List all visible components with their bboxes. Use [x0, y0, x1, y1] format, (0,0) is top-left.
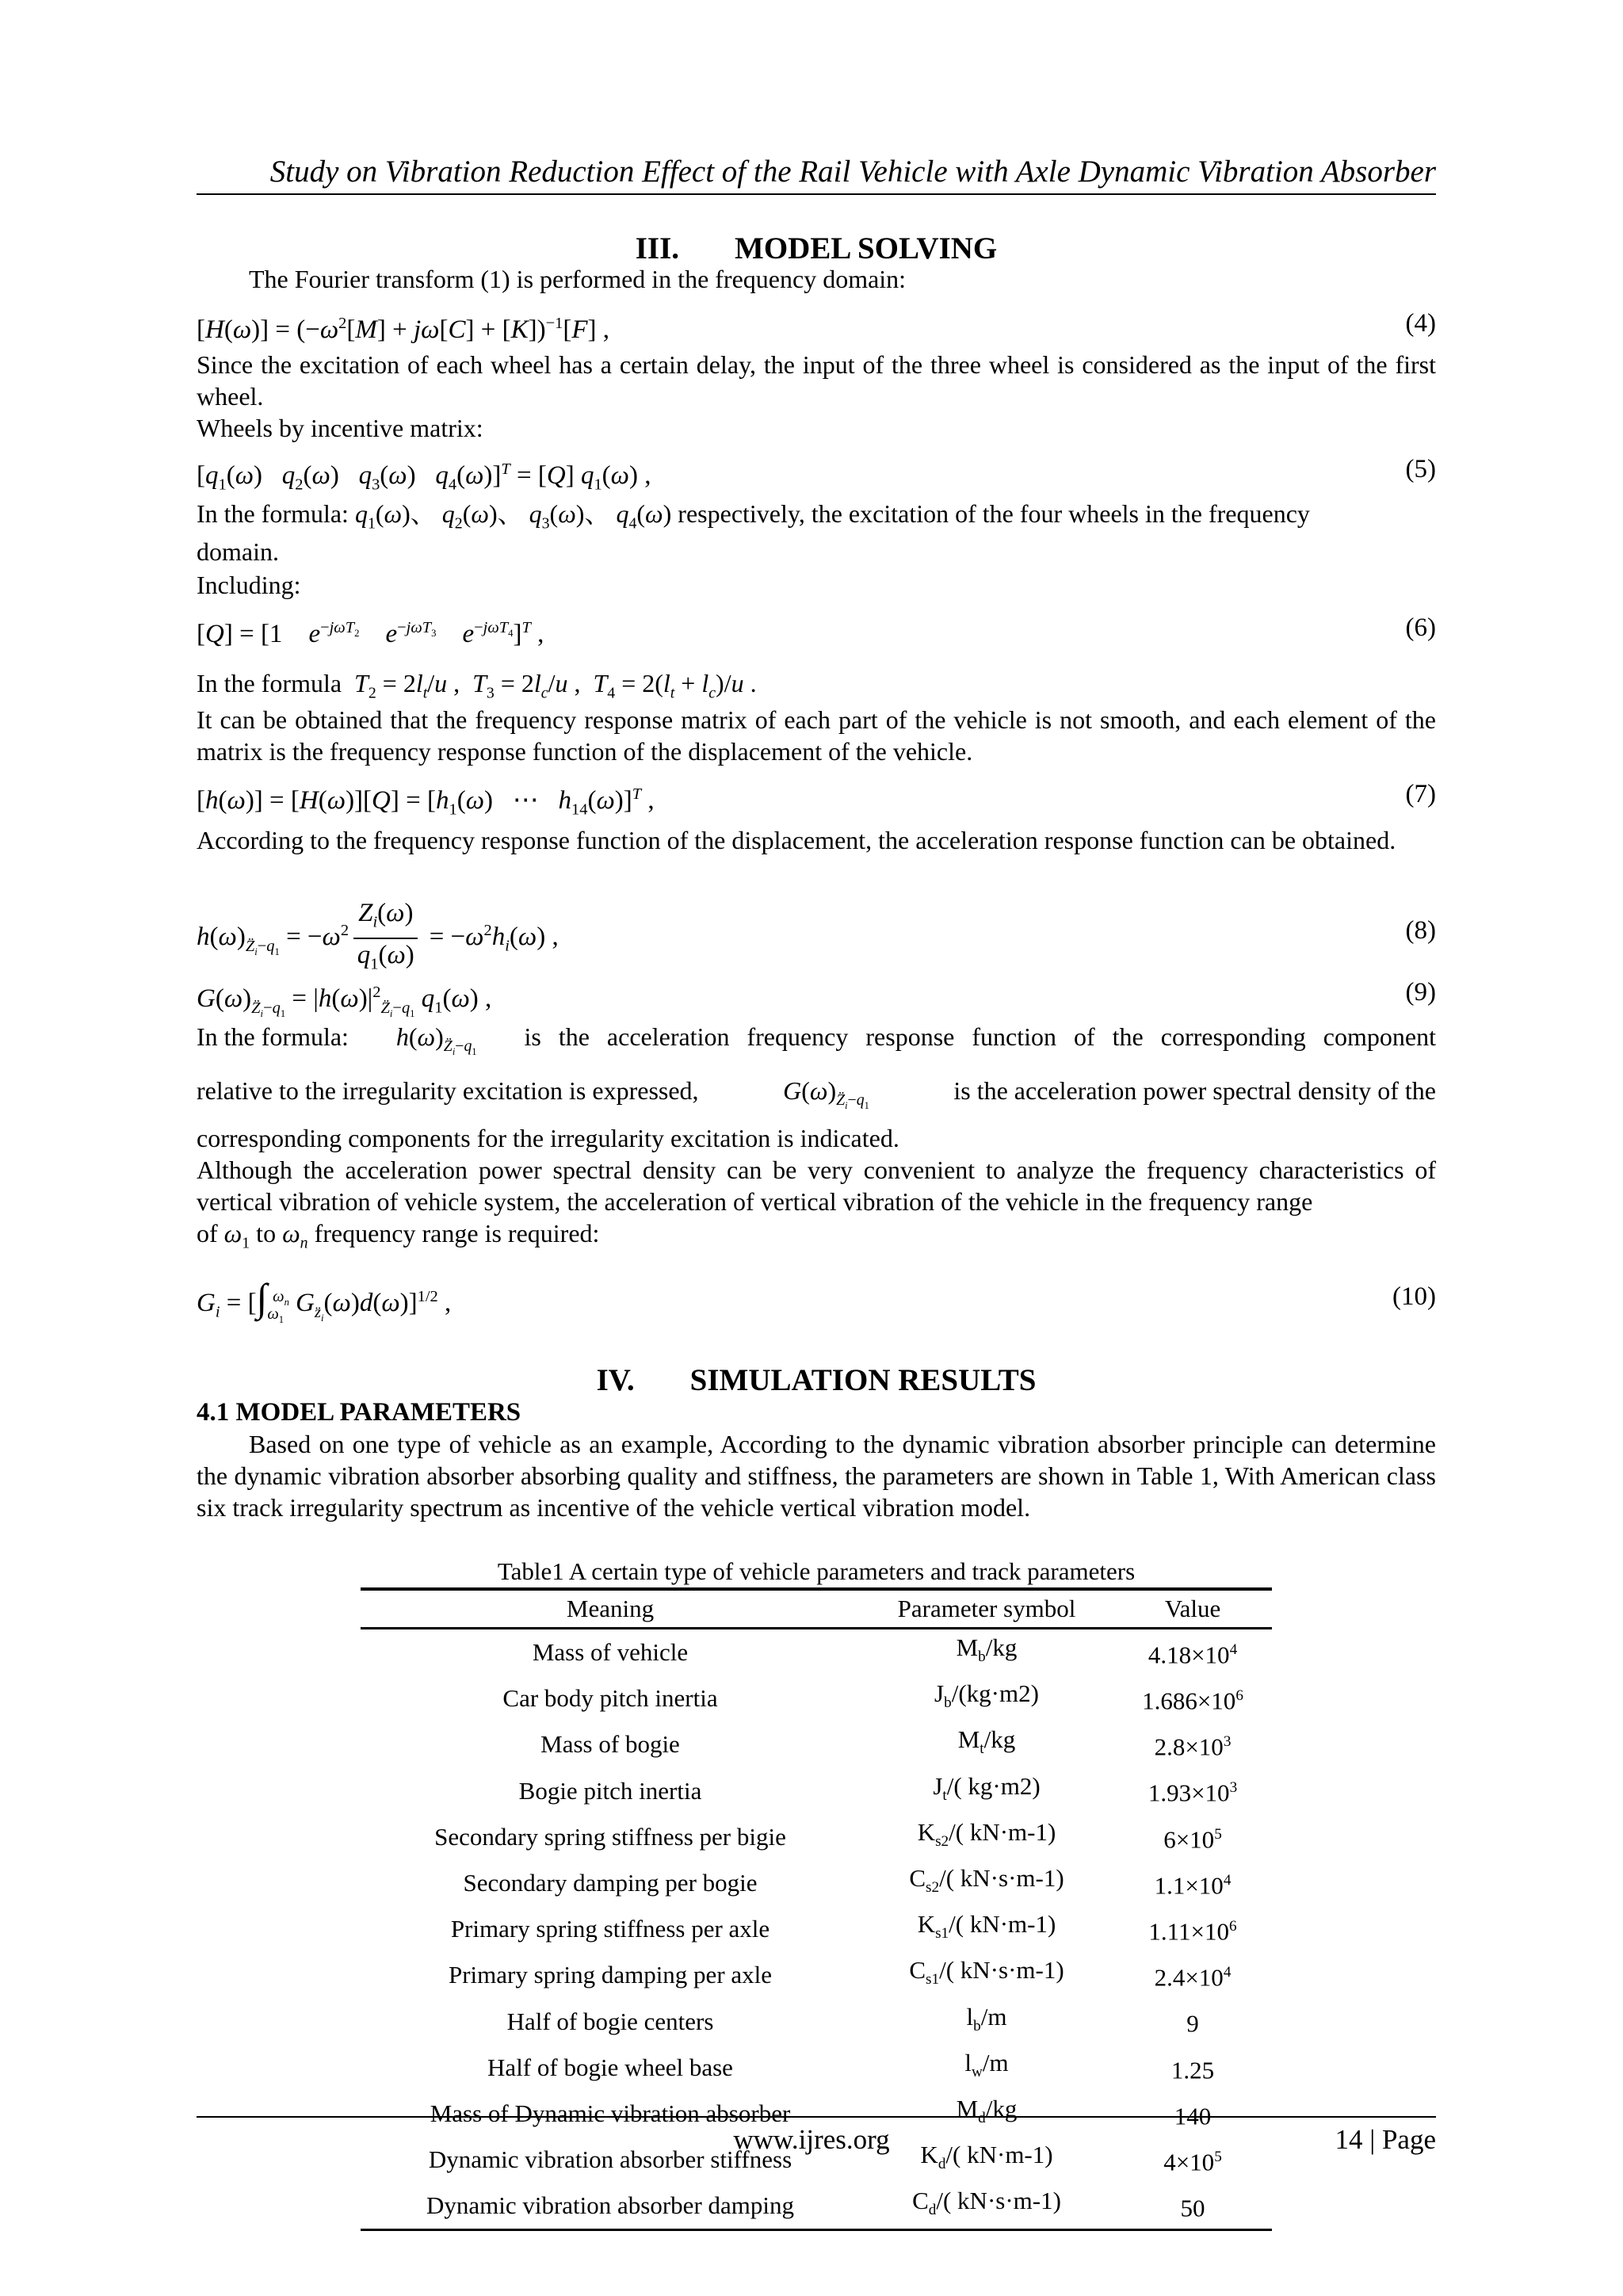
symbol-subscript: d [928, 2202, 937, 2219]
paragraph-formula-5: In the formula: $q_1(\omega)$、 $q_2(\omega)$、 $q_3(\omega)$、 $q_4(\omega)$ respectively, the excitation of the four wheels in the frequency [197, 499, 1310, 533]
symbol-unit: /( kN·m-1) [949, 1910, 1056, 1939]
cell-meaning: Half of bogie wheel base [487, 2053, 733, 2081]
symbol-letter: M [957, 1725, 980, 1754]
value-mantissa: 50 [1180, 2194, 1205, 2222]
cell-symbol [860, 1768, 1113, 1814]
cell-meaning: Primary spring stiffness per axle [450, 1915, 770, 1943]
cell-value [1113, 1952, 1272, 1998]
running-header: Study on Vibration Reduction Effect of the Rail Vehicle with Axle Dynamic Vibration Absorber [269, 155, 1436, 189]
symbol-subscript: s2 [935, 1832, 949, 1850]
symbol-unit: /( kN·s·m-1) [936, 2187, 1061, 2215]
value-exponent: 4 [1229, 1641, 1238, 1658]
separator: 、 [410, 499, 436, 528]
table-row [361, 2183, 1272, 2230]
symbol-unit: /kg [983, 1725, 1016, 1754]
value-mantissa: 1.11×10 [1148, 1917, 1229, 1946]
symbol-unit: /( kN·s·m-1) [939, 1956, 1064, 1985]
symbol-subscript: d [978, 2110, 986, 2127]
value-mantissa: 1.686×10 [1142, 1687, 1236, 1715]
symbol-unit: /( kN·m-1) [949, 1817, 1056, 1846]
value-mantissa: 4.18×10 [1148, 1641, 1230, 1669]
table-row [361, 1952, 1272, 1998]
table-caption: Table1 A certain type of vehicle parameters and track parameters [497, 1557, 1136, 1585]
value-exponent: 6 [1228, 1918, 1237, 1935]
equation-8-expression: $h(\omega)_{Z̈_i-q_1} = -\omega^2$ $\frac{Z_i(\omega)}{q_1(\omega)}$ = $-\omega^2h_i(\omega)$ , [197, 898, 559, 974]
cell-symbol [860, 1675, 1113, 1721]
cell-meaning: Half of bogie centers [506, 2007, 714, 2035]
symbol-subscript: s1 [935, 1925, 949, 1943]
cell-meaning: Primary spring damping per axle [448, 1961, 773, 1989]
symbol-subscript: d [938, 2156, 946, 2173]
paragraph-parameters: Based on one type of vehicle as an example, According to the dynamic vibration absorber principle can determine the dynamic vibration absorber absorbing quality and stiffness, the parameters are shown in Table 1, With American class six track irregularity spectrum as incentive of the vehicle vertical vibration model. [197, 1430, 1436, 1522]
cell-value [1113, 1860, 1272, 1906]
equation-number: (8) [1405, 916, 1436, 945]
section-title-text: SIMULATION RESULTS [689, 1363, 1037, 1397]
equation-number: (9) [1405, 978, 1436, 1007]
cell-meaning: Car body pitch inertia [502, 1684, 718, 1713]
section-heading-model-solving [197, 231, 1436, 266]
equation-9 [197, 968, 1436, 1019]
paragraph-excitation: Since the excitation of each wheel has a certain delay, the input of the three wheel is considered as the input of the first wheel. [197, 350, 1436, 411]
value-mantissa: 1.25 [1170, 2055, 1215, 2084]
text: relative to the irregularity excitation is expressed, [197, 1076, 699, 1105]
symbol-subscript: t [942, 1786, 947, 1804]
separator: 、 [584, 499, 610, 528]
column-header-meaning: Meaning [361, 1589, 860, 1629]
footer-site: www.ijres.org [733, 2124, 890, 2155]
cell-symbol [860, 1860, 1113, 1906]
section-number: IV. [596, 1363, 635, 1397]
header-rule [197, 193, 1436, 195]
text: frequency range is required: [314, 1219, 600, 1247]
equation-8 [197, 892, 1436, 974]
symbol-subscript: s2 [926, 1879, 940, 1897]
text: to [256, 1219, 277, 1247]
equation-10-expression: $G_i = [\int_{\omega_1}^{\omega_n}$ $G_{z̈_i}(\omega)d(\omega)]^{1/2}$ , [197, 1275, 452, 1326]
symbol-subscript: s1 [926, 1971, 940, 1988]
cell-value [1113, 1675, 1272, 1721]
text: In the formula: [197, 499, 349, 528]
symbol-letter: K [920, 2141, 938, 2169]
cell-meaning: Bogie pitch inertia [518, 1776, 702, 1805]
table-row [361, 1768, 1272, 1814]
cell-meaning: Mass of bogie [540, 1730, 680, 1759]
value-exponent: 5 [1214, 2148, 1222, 2165]
value-exponent: 5 [1214, 1825, 1222, 1843]
symbol-unit: /m [982, 2048, 1009, 2076]
paragraph-fourier: The Fourier transform (1) is performed in the frequency domain: [249, 265, 907, 293]
equation-10 [197, 1263, 1436, 1330]
paragraph-including: Including: [197, 571, 301, 599]
equation-5 [197, 445, 1436, 493]
subsection-heading-model-parameters: 4.1 MODEL PARAMETERS [197, 1398, 521, 1427]
symbol-unit: /(kg·m2) [951, 1679, 1039, 1708]
separator: 、 [497, 499, 523, 528]
symbol-letter: J [933, 1771, 943, 1800]
text: In the formula [197, 669, 342, 697]
cell-value [1113, 1906, 1272, 1952]
symbol-letter: l [964, 2048, 972, 2076]
equation-number: (6) [1405, 613, 1436, 642]
text: of [197, 1219, 218, 1247]
table-row [361, 1675, 1272, 1721]
paragraph-response-matrix: It can be obtained that the frequency response matrix of each part of the vehicle is not smooth, and each element of the matrix is the frequency response function of the displacement of the vehicle. [197, 705, 1436, 766]
cell-meaning: Dynamic vibration absorber damping [361, 2183, 860, 2230]
equation-number: (5) [1405, 455, 1436, 483]
cell-meaning: Mass of Dynamic vibration absorber [430, 2099, 791, 2127]
symbol-unit: /kg [985, 2094, 1018, 2122]
symbol-unit: /kg [985, 1633, 1018, 1661]
symbol-subscript: b [973, 2017, 981, 2034]
cell-symbol [860, 1906, 1113, 1952]
paragraph-psd: Although the acceleration power spectral density can be very convenient to analyze the frequency characteristics of vertical vibration of vehicle system, the acceleration of vertical vibration of the vehicle in the frequency range [197, 1156, 1436, 1216]
footer-page-number: 14 | Page [1335, 2124, 1436, 2155]
table-row [361, 1721, 1272, 1767]
cell-symbol [860, 1814, 1113, 1860]
table-row [361, 1860, 1272, 1906]
value-exponent: 6 [1235, 1687, 1243, 1705]
equation-7 [197, 770, 1436, 818]
equation-number: (4) [1405, 309, 1436, 338]
table-header-row [361, 1589, 1272, 1629]
symbol-letter: C [909, 1863, 926, 1892]
symbol-letter: C [909, 1956, 926, 1985]
table-row [361, 1814, 1272, 1860]
paragraph-formula-9-line-2: relative to the irregularity excitation is expressed, $G(\omega)_{Z̈_i-q_1}$ is the acceleration power spectral density of the [197, 1075, 1436, 1121]
symbol-letter: K [917, 1910, 936, 1939]
footer-rule [197, 2116, 1436, 2118]
cell-meaning: Secondary damping per bogie [463, 1869, 758, 1897]
cell-symbol [860, 1999, 1113, 2045]
paragraph-formula-9-line-1: In the formula: $h(\omega)_{Z̈_i-q_1}$ is the acceleration frequency response function of the corresponding component [197, 1021, 1436, 1068]
equation-9-expression: $G(\omega)_{Z̈_i-q_1} = |h(\omega)|^2_{Z̈_i-q_1}$ $q_1(\omega)$ , [197, 984, 492, 1019]
value-exponent: 3 [1223, 1733, 1232, 1751]
value-mantissa: 2.8×10 [1154, 1733, 1224, 1761]
equation-6 [197, 604, 1436, 651]
equation-number: (7) [1405, 780, 1436, 808]
equation-number: (10) [1392, 1282, 1436, 1311]
paragraph-psd-range: of $\omega_1$ to $\omega_n$ frequency range is required: [197, 1219, 600, 1252]
equation-6-expression: [Q] = [1 $e^{-j\omega T_2}$ $e^{-j\omega T_3}$ $e^{-j\omega T_4}]^T$ , [197, 619, 544, 648]
value-mantissa: 9 [1186, 2009, 1199, 2038]
cell-symbol [860, 2183, 1113, 2230]
equation-4 [197, 300, 1436, 347]
cell-symbol [860, 1629, 1113, 1676]
symbol-subscript: b [944, 1694, 952, 1712]
symbol-letter: M [956, 1633, 979, 1661]
symbol-letter: J [934, 1679, 945, 1708]
symbol-letter: K [917, 1817, 936, 1846]
text: is the acceleration frequency response function of the corresponding component [524, 1022, 1436, 1051]
cell-value [1113, 1999, 1272, 2045]
symbol-unit: /( kN·s·m-1) [939, 1863, 1064, 1892]
paragraph-domain: domain. [197, 537, 279, 566]
value-mantissa: 1.93×10 [1148, 1778, 1230, 1807]
symbol-unit: /( kg·m2) [946, 1771, 1041, 1800]
section-number: III. [635, 231, 680, 266]
text: respectively, the excitation of the four wheels in the frequency [678, 499, 1310, 528]
table-row [361, 1999, 1272, 2045]
value-mantissa: 2.4×10 [1154, 1963, 1224, 1992]
value-exponent: 4 [1223, 1964, 1232, 1981]
cell-value [1113, 1721, 1272, 1767]
table-row [361, 1629, 1272, 1676]
cell-value [1113, 1629, 1272, 1676]
value-mantissa: 1.1×10 [1154, 1871, 1224, 1900]
section-title-text: MODEL SOLVING [735, 231, 998, 266]
column-header-symbol: Parameter symbol [860, 1589, 1113, 1629]
value-exponent: 3 [1229, 1779, 1238, 1797]
symbol-letter: l [966, 2002, 974, 2030]
cell-value [1113, 2045, 1272, 2091]
column-header-value: Value [1113, 1589, 1272, 1629]
symbol-unit: /m [980, 2002, 1007, 2030]
paragraph-formula-9-line-3: corresponding components for the irregularity excitation is indicated. [197, 1124, 899, 1152]
value-mantissa: 140 [1174, 2102, 1212, 2130]
symbol-subscript: w [972, 2063, 983, 2080]
symbol-letter: C [912, 2187, 929, 2215]
section-heading-simulation-results [197, 1363, 1436, 1398]
paragraph-acceleration: According to the frequency response function of the displacement, the acceleration response function can be obtained. [197, 826, 1396, 854]
cell-symbol [860, 1721, 1113, 1767]
text: In the formula: [197, 1022, 349, 1051]
equation-5-expression: [$q_1(\omega)$ $q_2(\omega)$ $q_3(\omega) q_4(\omega)]^T = [Q]$ $q_1(\omega)$ , [197, 460, 651, 494]
equation-4-expression: $[H(\omega)] = (-\omega^2[M] + j\omega[C] + [K])^{-1}[F]$ , [197, 315, 609, 344]
text: is the acceleration power spectral density of the [953, 1076, 1436, 1105]
equation-7-expression: $[h(\omega)] = [H(\omega)][Q] = [h_1(\omega)$ ⋯ $h_{14}(\omega)]^T$ , [197, 785, 655, 819]
cell-meaning: Secondary spring stiffness per bigie [434, 1822, 786, 1851]
cell-value [1113, 1768, 1272, 1814]
cell-meaning: Mass of vehicle [532, 1638, 689, 1667]
paragraph-wheels: Wheels by incentive matrix: [197, 414, 483, 442]
cell-meaning: Dynamic vibration absorber stiffness [428, 2145, 792, 2174]
paragraph-formula-6: In the formula $T_2 = 2l_t/u$ , $T_3 = 2l_c/u$ , $T_4 = 2(l_t + l_c)/u$ . [197, 669, 757, 702]
table-row [361, 2045, 1272, 2091]
symbol-unit: /( kN·m-1) [945, 2141, 1053, 2169]
cell-symbol [860, 1952, 1113, 1998]
value-exponent: 4 [1223, 1871, 1232, 1889]
cell-value [1113, 1814, 1272, 1860]
value-mantissa: 4×10 [1163, 2148, 1215, 2176]
table-row [361, 1906, 1272, 1952]
cell-symbol [860, 2045, 1113, 2091]
symbol-letter: M [956, 2094, 979, 2122]
value-mantissa: 6×10 [1163, 1825, 1215, 1853]
cell-value [1113, 2183, 1272, 2230]
symbol-subscript: b [978, 1648, 986, 1666]
symbol-subscript: t [980, 1740, 984, 1758]
